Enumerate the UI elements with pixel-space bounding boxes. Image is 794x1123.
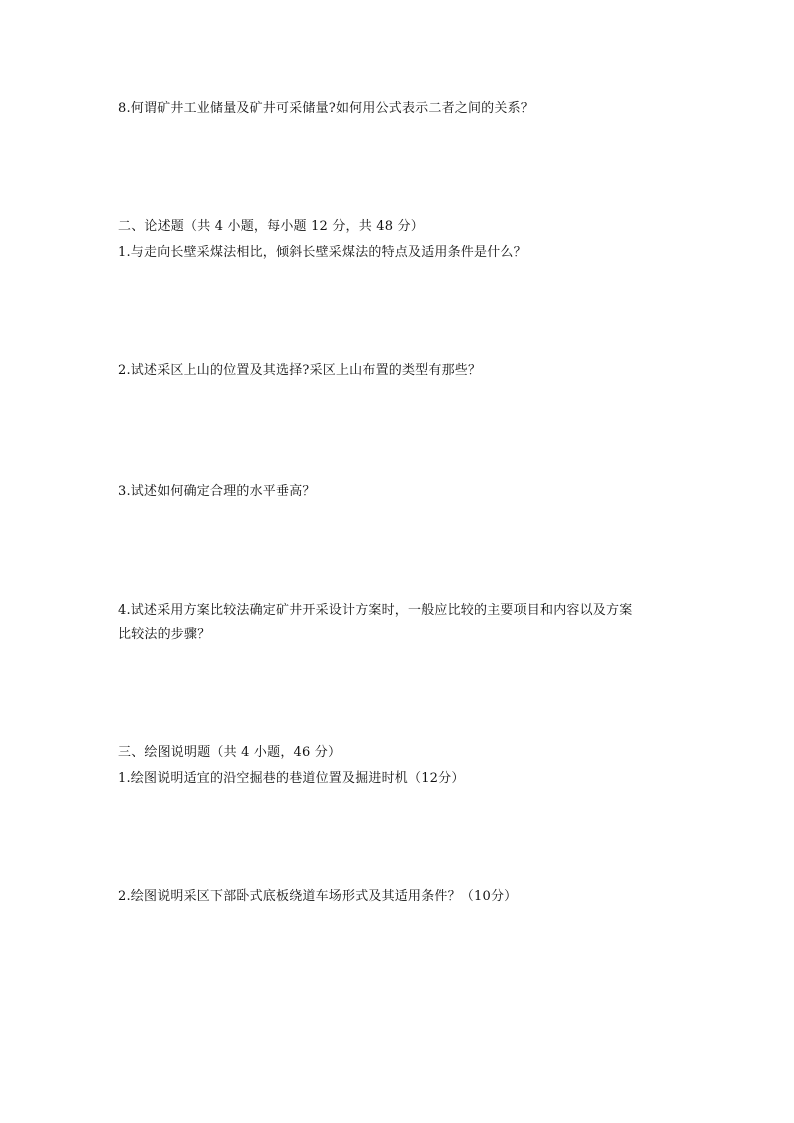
section-2-question-2: 2.试述采区上山的位置及其选择?采区上山布置的类型有那些？	[118, 363, 482, 378]
section-3-question-1: 1.绘图说明适宜的沿空掘巷的巷道位置及掘进时机（12分）	[118, 771, 465, 786]
section-2-question-4-line-1: 4.试述采用方案比较法确定矿井开采设计方案时，一般应比较的主要项目和内容以及方案	[118, 603, 633, 618]
question-8: 8.何谓矿井工业储量及矿井可采储量?如何用公式表示二者之间的关系？	[118, 101, 534, 116]
section-2-question-3: 3.试述如何确定合理的水平垂高？	[118, 484, 316, 499]
section-3-heading: 三、绘图说明题（共 4 小题，46 分）	[118, 745, 342, 760]
section-2-question-1: 1.与走向长壁采煤法相比，倾斜长壁采煤法的特点及适用条件是什么？	[118, 245, 527, 260]
section-2-heading: 二、论述题（共 4 小题，每小题 12 分，共 48 分）	[118, 219, 424, 234]
section-2-question-4-line-2: 比较法的步骤？	[118, 627, 211, 642]
section-3-question-2: 2.绘图说明采区下部卧式底板绕道车场形式及其适用条件？（10分）	[118, 889, 518, 904]
